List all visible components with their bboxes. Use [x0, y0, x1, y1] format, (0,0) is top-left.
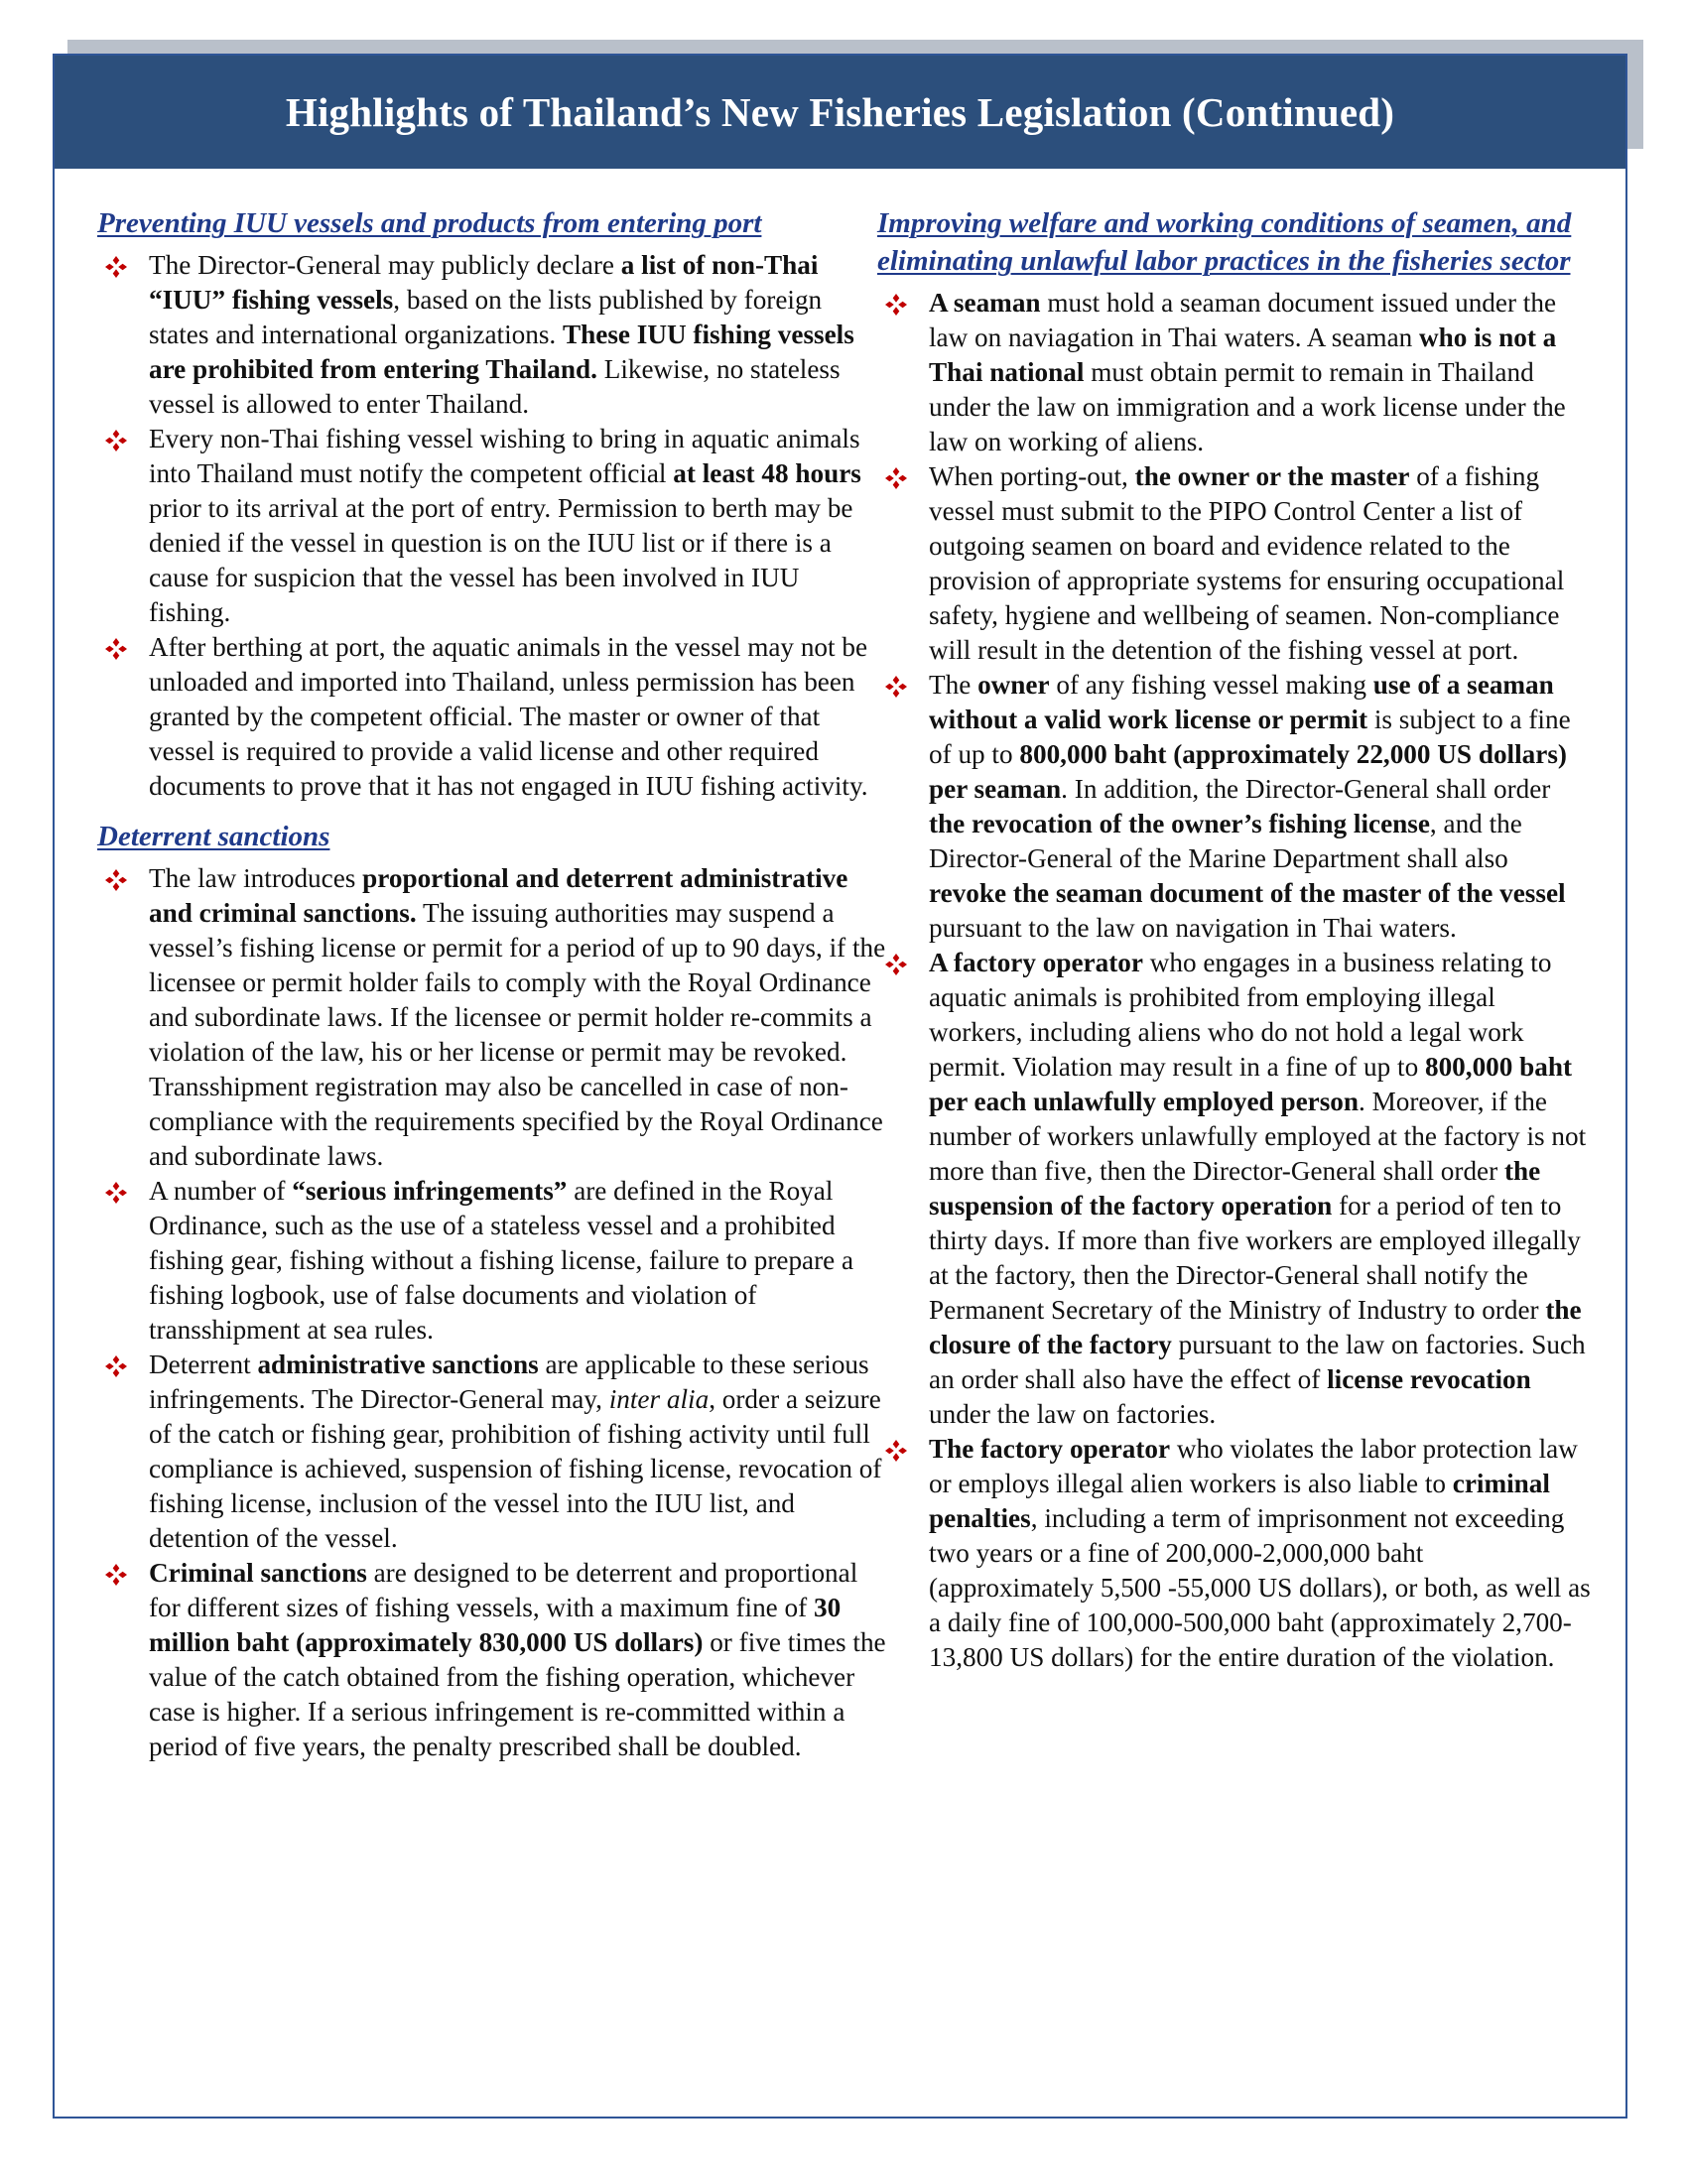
- text-run: are applicable to these serious infringements. The Director-General may,: [149, 1349, 869, 1414]
- bold-text: Criminal sanctions: [149, 1558, 367, 1588]
- text-run: are designed to be deterrent and proportional for different sizes of fishing vessels, with a maximum fine of: [149, 1558, 858, 1622]
- text-run: is subject to a fine of up to: [929, 705, 1571, 769]
- four-diamond-bullet-icon: [105, 869, 127, 891]
- bold-text: owner: [977, 670, 1050, 700]
- four-diamond-bullet-icon: [105, 1564, 127, 1586]
- bold-text: the owner or the master: [1134, 461, 1410, 491]
- bullet-item: [877, 286, 1592, 459]
- text-run: The issuing authorities may suspend a vessel’s fishing license or permit for a period of up to 90 days, if the licensee or permit holder fails to comply with the Royal Ordinance and subordinate laws. If the licensee or permit holder re-commits a violation of the law, his or her license or permit may be revoked. Transshipment registration may also be cancelled in case of non-compliance with the requirements specified by the Royal Ordinance and subordinate laws.: [149, 898, 886, 1171]
- text-run: or five times the value of the catch obtained from the fishing operation, whichever case is higher. If a serious infringement is re-committed within a period of five years, the penalty prescribed shall be doubled.: [149, 1627, 886, 1761]
- four-diamond-bullet-icon: [105, 1355, 127, 1377]
- bold-text: the revocation of the owner’s fishing license: [929, 809, 1430, 838]
- text-run: The law introduces: [149, 863, 363, 893]
- bold-text: criminal penalties: [929, 1469, 1550, 1533]
- bullet-item: [97, 422, 886, 630]
- text-run: , and the Director-General of the Marine Department shall also: [929, 809, 1522, 873]
- text-run: , based on the lists published by foreign states and international organizations.: [149, 285, 823, 349]
- bullet-item: [97, 1348, 886, 1556]
- bold-text: license revocation: [1327, 1364, 1531, 1394]
- text-run: After berthing at port, the aquatic animals in the vessel may not be unloaded and imported into Thailand, unless permission has been granted by the competent official. The master or owner of that vessel is required to provide a valid license and other required documents to prove that it has not engaged in IUU fishing activity.: [149, 632, 868, 801]
- bullet-item: [97, 1556, 886, 1764]
- bold-text: the closure of the factory: [929, 1295, 1582, 1359]
- page-title: Highlights of Thailand’s New Fisheries Legislation (Continued): [285, 89, 1395, 135]
- left-column: [97, 204, 886, 1772]
- bold-text: who is not a Thai national: [929, 322, 1557, 387]
- text-run: When porting-out,: [929, 461, 1135, 491]
- bold-text: The factory operator: [929, 1434, 1171, 1464]
- bold-text: “serious infringements”: [292, 1176, 568, 1206]
- text-run: The: [929, 670, 978, 700]
- text-run: are defined in the Royal Ordinance, such as the use of a stateless vessel and a prohibited fishing gear, fishing without a fishing license, failure to prepare a fishing logbook, use of false documents and violation of transshipment at sea rules.: [149, 1176, 854, 1345]
- bullet-item: [877, 668, 1592, 946]
- text-run: under the law on factories.: [929, 1399, 1217, 1429]
- right-column: [877, 204, 1592, 1683]
- text-run: A number of: [149, 1176, 293, 1206]
- text-run: Every non-Thai fishing vessel wishing to bring in aquatic animals into Thailand must notify the competent official: [149, 424, 860, 488]
- four-diamond-bullet-icon: [885, 676, 907, 698]
- text-run: Deterrent: [149, 1349, 258, 1379]
- bullet-list-deterrent-sanctions: [97, 861, 886, 1764]
- page-frame: [53, 54, 1627, 2119]
- section-heading-seamen-welfare: Improving welfare and working conditions of seamen, and eliminating unlawful labor practices in the fisheries sector: [877, 207, 1572, 277]
- bold-text: A factory operator: [929, 948, 1143, 977]
- four-diamond-bullet-icon: [885, 1440, 907, 1462]
- text-run: Likewise, no stateless vessel is allowed to enter Thailand.: [149, 354, 841, 419]
- bold-text: a list of non-Thai “IUU” fishing vessels: [149, 250, 819, 315]
- bold-text: These IUU fishing vessels are prohibited from entering Thailand.: [149, 320, 854, 384]
- four-diamond-bullet-icon: [885, 294, 907, 316]
- bullet-item: [877, 459, 1592, 668]
- bold-text: proportional and deterrent administrative and criminal sanctions.: [149, 863, 848, 928]
- section-heading-iuu-port: Preventing IUU vessels and products from entering port: [97, 207, 762, 239]
- bold-text: 800,000 baht per each unlawfully employed person: [929, 1052, 1573, 1116]
- text-run: who violates the labor protection law or employs illegal alien workers is also liable to: [929, 1434, 1578, 1498]
- bold-text: revoke the seaman document of the master of the vessel: [929, 878, 1566, 908]
- text-run: must hold a seaman document issued under the law on naviagation in Thai waters. A seaman: [929, 288, 1557, 352]
- text-run: for a period of ten to thirty days. If more than five workers are employed illegally at the factory, then the Director-General shall notify the Permanent Secretary of the Ministry of Industry to order: [929, 1191, 1581, 1325]
- bold-text: at least 48 hours: [673, 458, 861, 488]
- four-diamond-bullet-icon: [885, 954, 907, 975]
- four-diamond-bullet-icon: [885, 467, 907, 489]
- italic-text: inter alia: [608, 1384, 710, 1414]
- four-diamond-bullet-icon: [105, 430, 127, 451]
- bold-text: the suspension of the factory operation: [929, 1156, 1541, 1220]
- bullet-item: [97, 630, 886, 804]
- bullet-list-seamen-welfare: [877, 286, 1592, 1675]
- bullet-item: [877, 946, 1592, 1432]
- four-diamond-bullet-icon: [105, 256, 127, 278]
- text-run: . In addition, the Director-General shall order: [1061, 774, 1551, 804]
- text-run: of a fishing vessel must submit to the PIPO Control Center a list of outgoing seamen on board and evidence related to the provision of appropriate systems for ensuring occupational safety, hygiene and wellbeing of seamen. Non-compliance will result in the detention of the fishing vessel at port.: [929, 461, 1565, 665]
- bullet-item: [97, 248, 886, 422]
- bullet-item: [877, 1432, 1592, 1675]
- bullet-item: [97, 1174, 886, 1348]
- text-run: The Director-General may publicly declare: [149, 250, 621, 280]
- four-diamond-bullet-icon: [105, 1182, 127, 1204]
- bullet-list-iuu-port: [97, 248, 886, 804]
- bullet-item: [97, 861, 886, 1174]
- text-run: who engages in a business relating to aquatic animals is prohibited from employing illegal workers, including aliens who do not hold a legal work permit. Violation may result in a fine of up to: [929, 948, 1552, 1082]
- text-run: , including a term of imprisonment not exceeding two years or a fine of 200,000-2,000,000 baht (approximately 5,500 -55,000 US dollars), or both, as well as a daily fine of 100,000-500,000 baht (approximately 2,700-13,800 US dollars) for the entire duration of the violation.: [929, 1503, 1591, 1672]
- bold-text: A seaman: [929, 288, 1041, 318]
- text-run: pursuant to the law on navigation in Thai waters.: [929, 913, 1457, 943]
- bold-text: 800,000 baht (approximately 22,000 US dollars) per seaman: [929, 739, 1567, 804]
- four-diamond-bullet-icon: [105, 638, 127, 660]
- text-run: must obtain permit to remain in Thailand under the law on immigration and a work license under the law on working of aliens.: [929, 357, 1566, 456]
- text-run: of any fishing vessel making: [1049, 670, 1373, 700]
- text-run: prior to its arrival at the port of entry. Permission to berth may be denied if the vessel in question is on the IUU list or if there is a cause for suspicion that the vessel has been involved in IUU fishing.: [149, 493, 853, 627]
- text-run: . Moreover, if the number of workers unlawfully employed at the factory is not more than five, then the Director-General shall order: [929, 1087, 1587, 1186]
- text-run: pursuant to the law on factories. Such an order shall also have the effect of: [929, 1330, 1586, 1394]
- bold-text: 30 million baht (approximately 830,000 US dollars): [149, 1593, 842, 1657]
- bold-text: administrative sanctions: [257, 1349, 539, 1379]
- section-heading-deterrent-sanctions: Deterrent sanctions: [97, 821, 330, 852]
- title-banner: [55, 56, 1625, 169]
- bold-text: use of a seaman without a valid work license or permit: [929, 670, 1554, 734]
- text-run: , order a seizure of the catch or fishing gear, prohibition of fishing activity until full compliance is achieved, suspension of fishing license, revocation of fishing license, inclusion of the vessel into the IUU list, and detention of the vessel.: [149, 1384, 882, 1553]
